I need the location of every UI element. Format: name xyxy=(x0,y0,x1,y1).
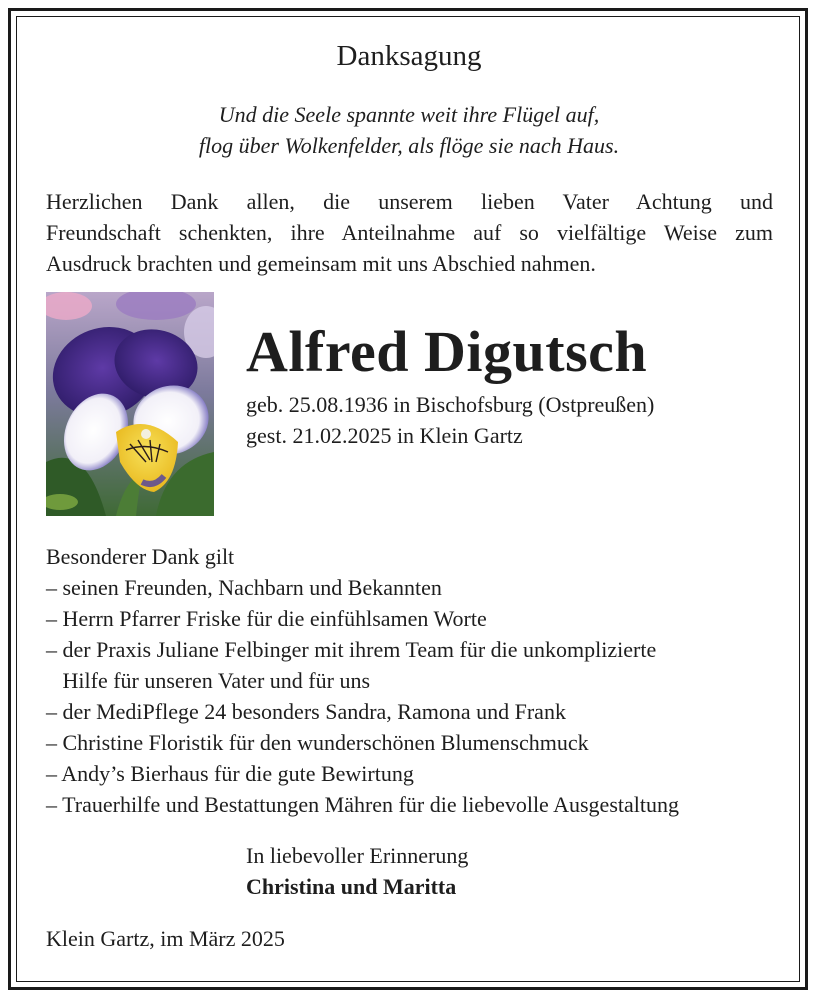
intro-line-2: Freundschaft schenkten, ihre Anteilnahme auf so vielfältige Weise zum xyxy=(46,220,773,245)
thanks-item: – Trauerhilfe und Bestattungen Mähren für die liebevolle Ausgestaltung xyxy=(46,792,679,817)
thanks-item: – Herrn Pfarrer Friske für die einfühlsamen Worte xyxy=(46,606,487,631)
special-thanks-heading: Besonderer Dank gilt xyxy=(46,544,235,569)
signature-intro: In liebevoller Erinnerung xyxy=(246,843,469,868)
place-and-date: Klein Gartz, im März 2025 xyxy=(46,926,285,951)
heading-danksagung: Danksagung xyxy=(336,40,482,72)
poem-line-2: flog über Wolkenfelder, als flöge sie nach Haus. xyxy=(198,133,620,158)
thanks-item: – der Praxis Juliane Felbinger mit ihrem Team für die unkomplizierte xyxy=(46,637,657,662)
signature-names: Christina und Maritta xyxy=(246,874,457,899)
death-date: gest. 21.02.2025 in Klein Gartz xyxy=(246,423,523,448)
poem-line-1: Und die Seele spannte weit ihre Flügel auf, xyxy=(218,102,600,127)
thanks-item-continuation: Hilfe für unseren Vater und für uns xyxy=(46,668,371,693)
deceased-name: Alfred Digutsch xyxy=(246,319,648,384)
intro-paragraph xyxy=(46,186,773,279)
birth-date: geb. 25.08.1936 in Bischofsburg (Ostpreußen) xyxy=(246,392,655,417)
intro-line-1: Herzlichen Dank allen, die unserem lieben Vater Achtung und xyxy=(46,189,773,214)
thanks-item: – Christine Floristik für den wunderschönen Blumenschmuck xyxy=(46,730,589,755)
thanks-item: – Andy’s Bierhaus für die gute Bewirtung xyxy=(46,761,414,786)
pansy-flower-photo xyxy=(46,292,214,516)
thanks-item: – seinen Freunden, Nachbarn und Bekannten xyxy=(46,575,442,600)
thanks-item: – der MediPflege 24 besonders Sandra, Ramona und Frank xyxy=(46,699,566,724)
intro-line-3: Ausdruck brachten und gemeinsam mit uns Abschied nahmen. xyxy=(46,251,596,276)
